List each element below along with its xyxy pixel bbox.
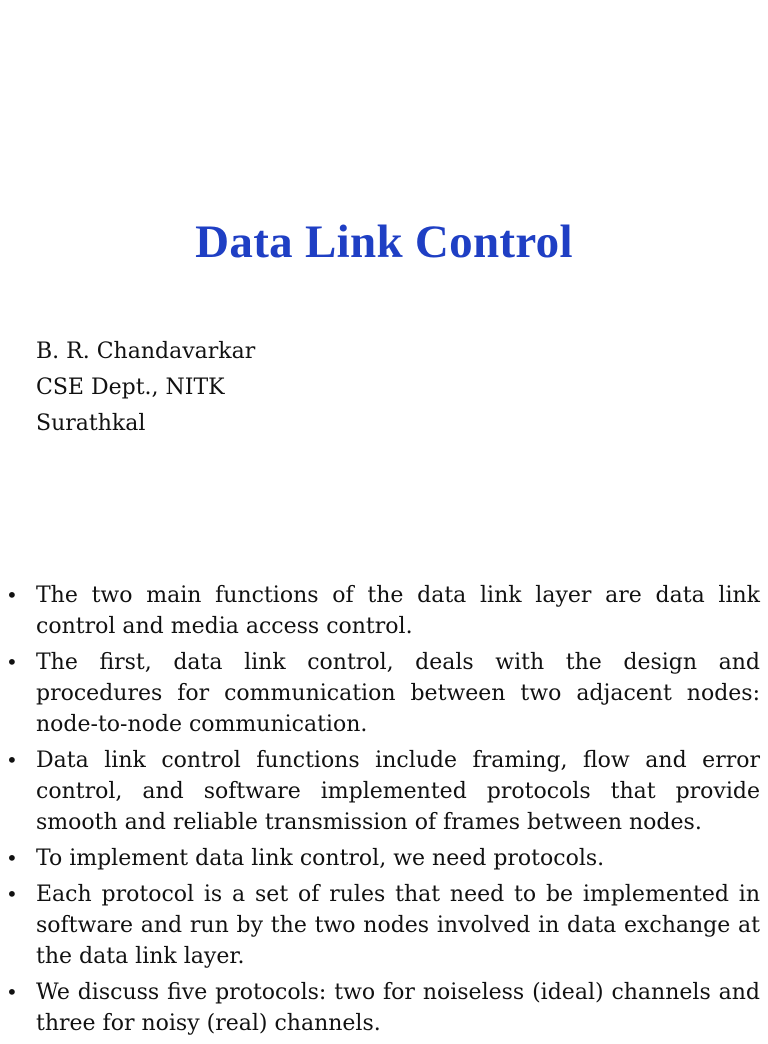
bullet-icon: •	[6, 846, 18, 870]
bullet-item	[0, 745, 760, 838]
author-block	[36, 334, 636, 442]
bullet-item	[0, 580, 760, 642]
bullet-item	[0, 647, 760, 740]
bullet-text: Each protocol is a set of rules that need to be implemented in software and run by the two nodes involved in data exchange at the data link layer.	[36, 882, 760, 969]
bullet-icon: •	[6, 583, 18, 607]
bullet-text: The two main functions of the data link layer are data link control and media access control.	[36, 583, 760, 639]
bullet-item	[0, 843, 760, 874]
bullet-icon: •	[6, 980, 18, 1004]
author-name: B. R. Chandavarkar	[36, 339, 256, 364]
bullet-item	[0, 879, 760, 972]
bullet-icon: •	[6, 650, 18, 674]
bullet-icon: •	[6, 748, 18, 772]
slide-title: Data Link Control	[195, 216, 573, 268]
bullet-text: To implement data link control, we need protocols.	[36, 846, 605, 871]
bullet-text: The first, data link control, deals with the design and procedures for communication between two adjacent nodes: node-to-node communication.	[36, 650, 760, 737]
bullet-icon: •	[6, 882, 18, 906]
bullet-list	[0, 580, 768, 1044]
author-place: Surathkal	[36, 411, 146, 436]
author-department: CSE Dept., NITK	[36, 375, 225, 400]
bullet-text: We discuss five protocols: two for noiseless (ideal) channels and three for noisy (real) channels.	[36, 980, 760, 1036]
bullet-item	[0, 977, 760, 1039]
bullet-text: Data link control functions include framing, flow and error control, and software implemented protocols that provide smooth and reliable transmission of frames between nodes.	[36, 748, 760, 835]
